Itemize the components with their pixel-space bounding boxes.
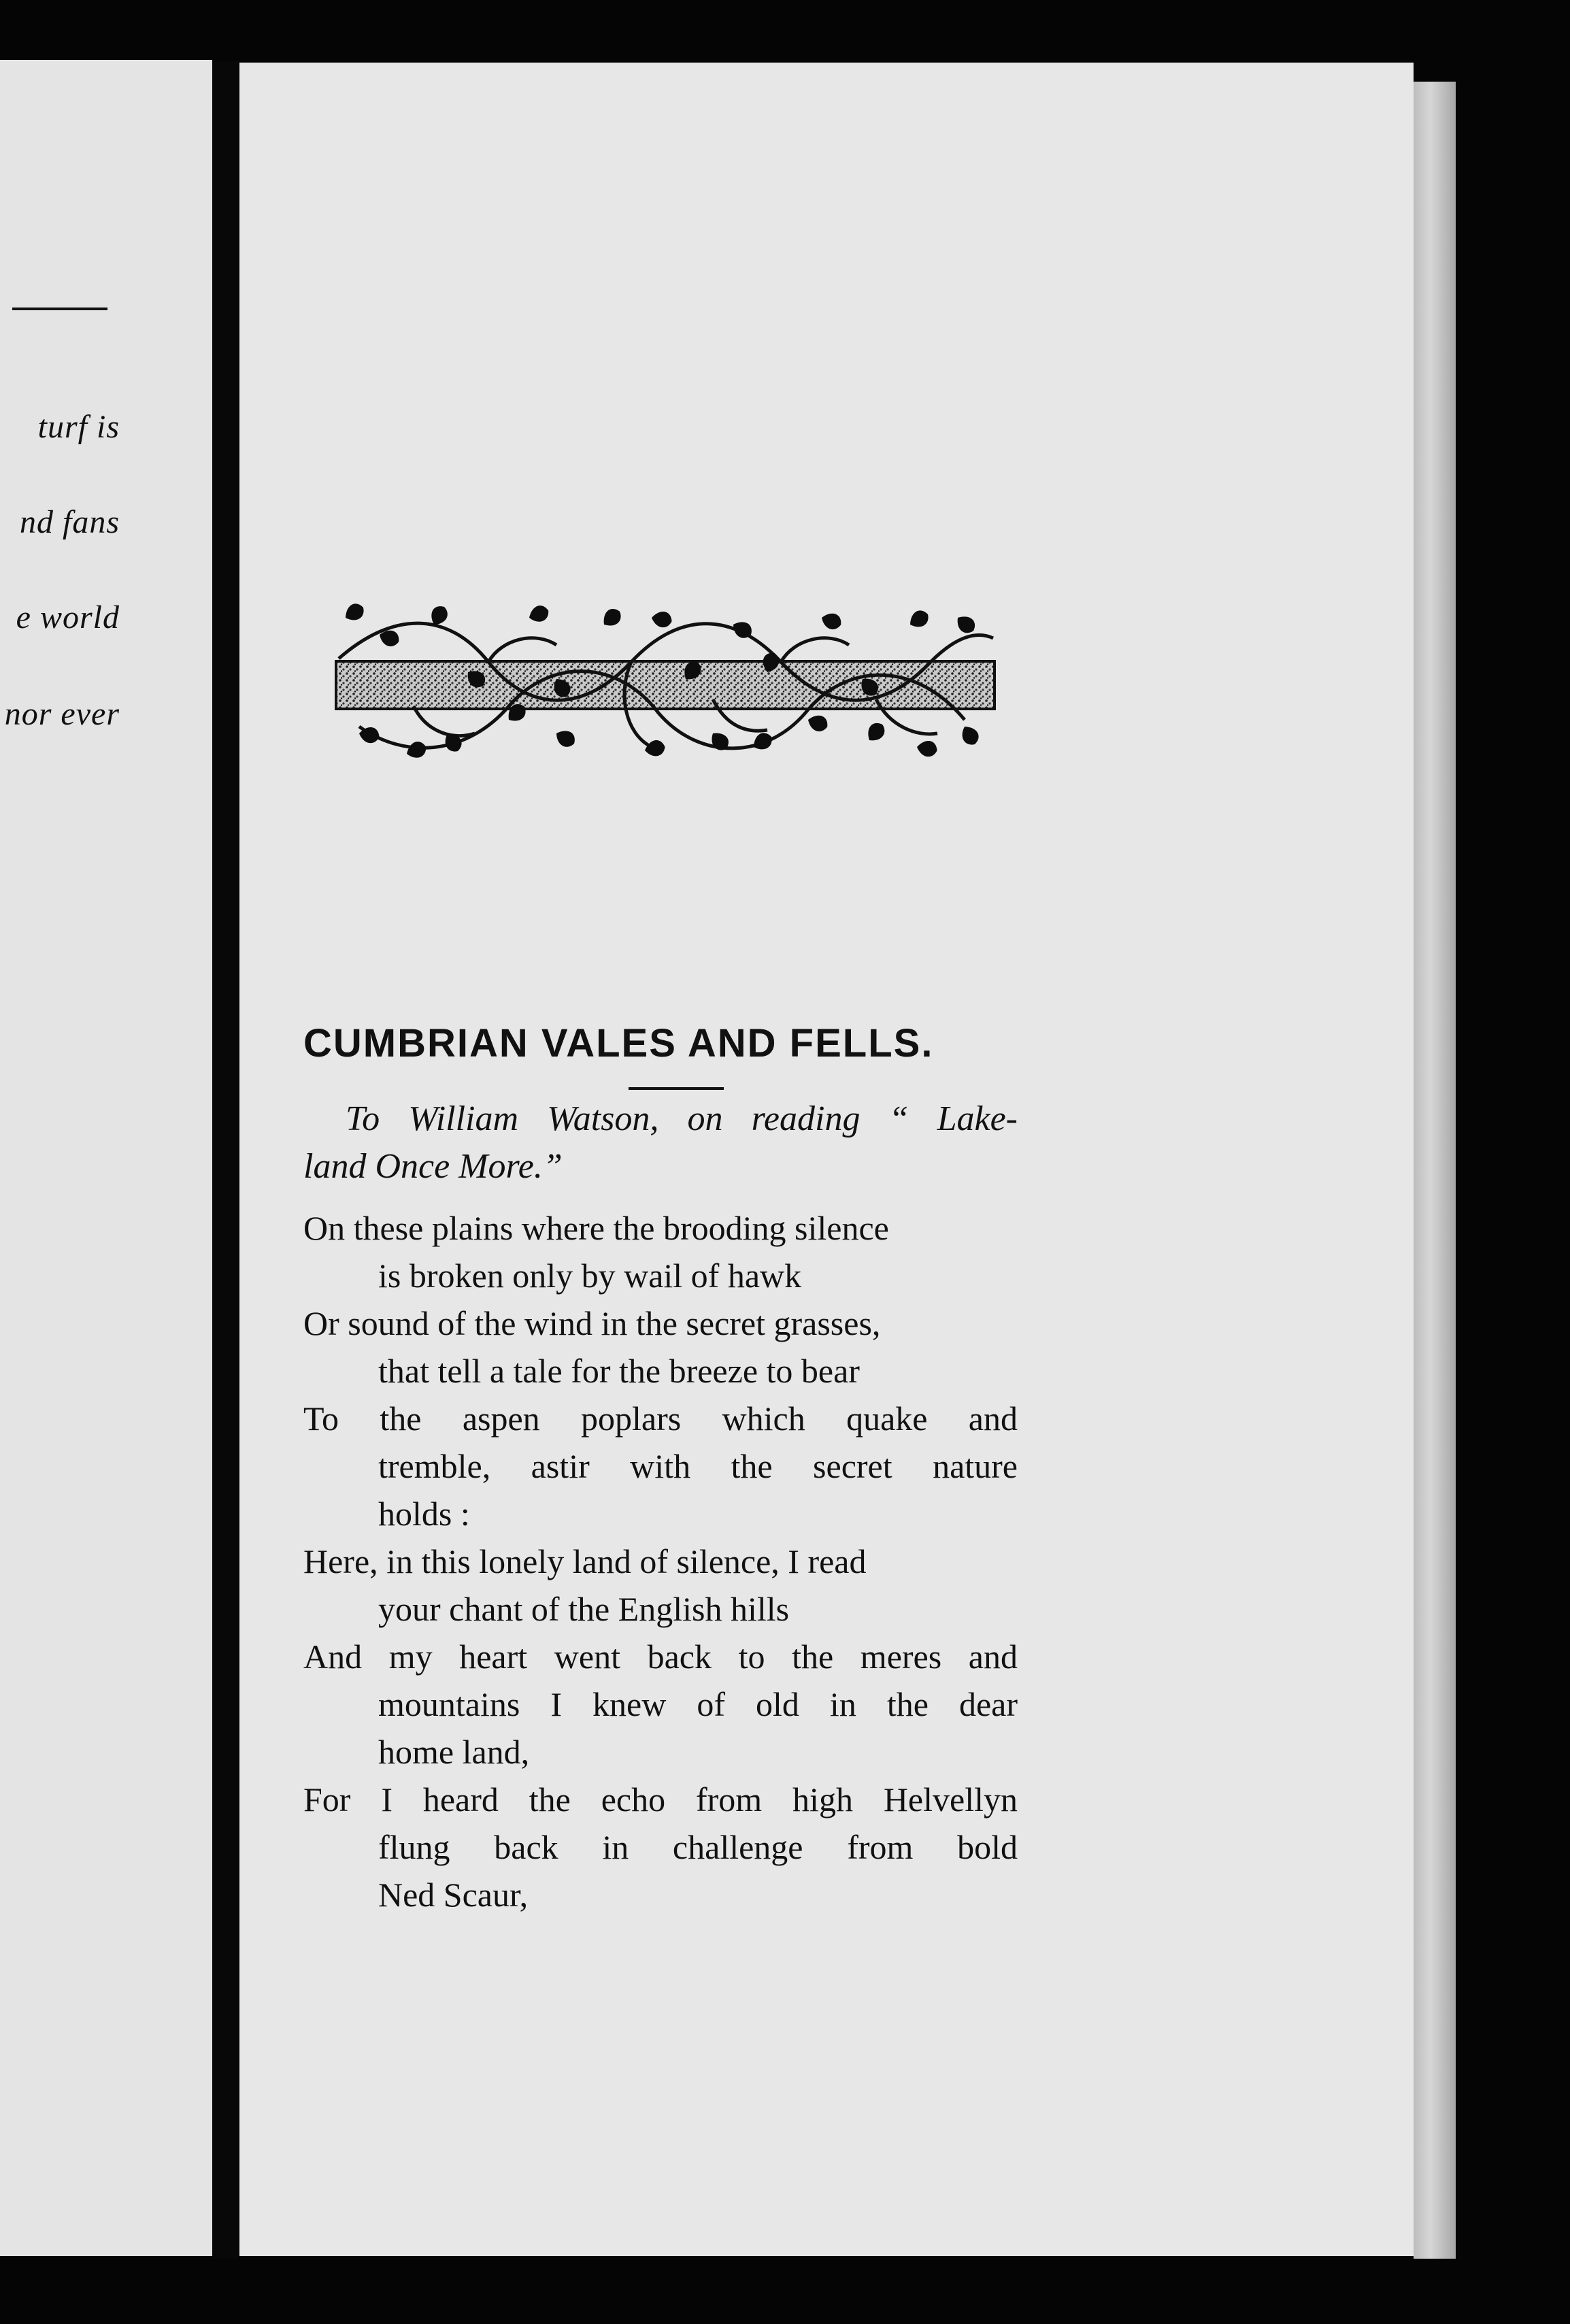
floral-vine-ornament	[332, 597, 999, 767]
poem-line: To the aspen poplars which quake and	[303, 1399, 1018, 1438]
dedication-line: land Once More.”	[303, 1147, 563, 1186]
poem-line: your chant of the English hills	[378, 1590, 790, 1628]
page-edge	[1414, 82, 1456, 2259]
poem-body	[303, 1204, 1018, 1919]
poem-line: And my heart went back to the meres and	[303, 1638, 1018, 1676]
poem-line: that tell a tale for the breeze to bear	[378, 1352, 860, 1390]
poem-line: flung back in challenge from bold	[378, 1828, 1018, 1866]
left-page-line: nd fans	[19, 504, 120, 540]
poem-line: Or sound of the wind in the secret grasses,	[303, 1304, 881, 1342]
left-page	[0, 60, 212, 2256]
left-page-rule	[12, 308, 107, 310]
left-page-line: e world	[16, 599, 120, 635]
dedication-line: To William Watson, on reading “ Lake-	[346, 1099, 1018, 1138]
poem-line: mountains I knew of old in the dear	[378, 1685, 1018, 1723]
poem-line: Here, in this lonely land of silence, I read	[303, 1542, 867, 1580]
poem-line: home land,	[378, 1733, 530, 1771]
book-gutter	[212, 61, 238, 2259]
poem-dedication	[303, 1095, 1018, 1191]
poem-line: For I heard the echo from high Helvellyn	[303, 1780, 1018, 1819]
poem-line: is broken only by wail of hawk	[378, 1257, 802, 1295]
left-page-line: turf is	[37, 409, 120, 445]
title-rule	[629, 1087, 724, 1090]
poem-line: Ned Scaur,	[378, 1876, 529, 1914]
poem-line: tremble, astir with the secret nature	[378, 1447, 1018, 1485]
poem-line: holds :	[378, 1495, 470, 1533]
poem-title: CUMBRIAN VALES AND FELLS.	[303, 1021, 934, 1065]
left-page-line: nor ever	[4, 696, 120, 732]
poem-line: On these plains where the brooding silence	[303, 1209, 889, 1247]
